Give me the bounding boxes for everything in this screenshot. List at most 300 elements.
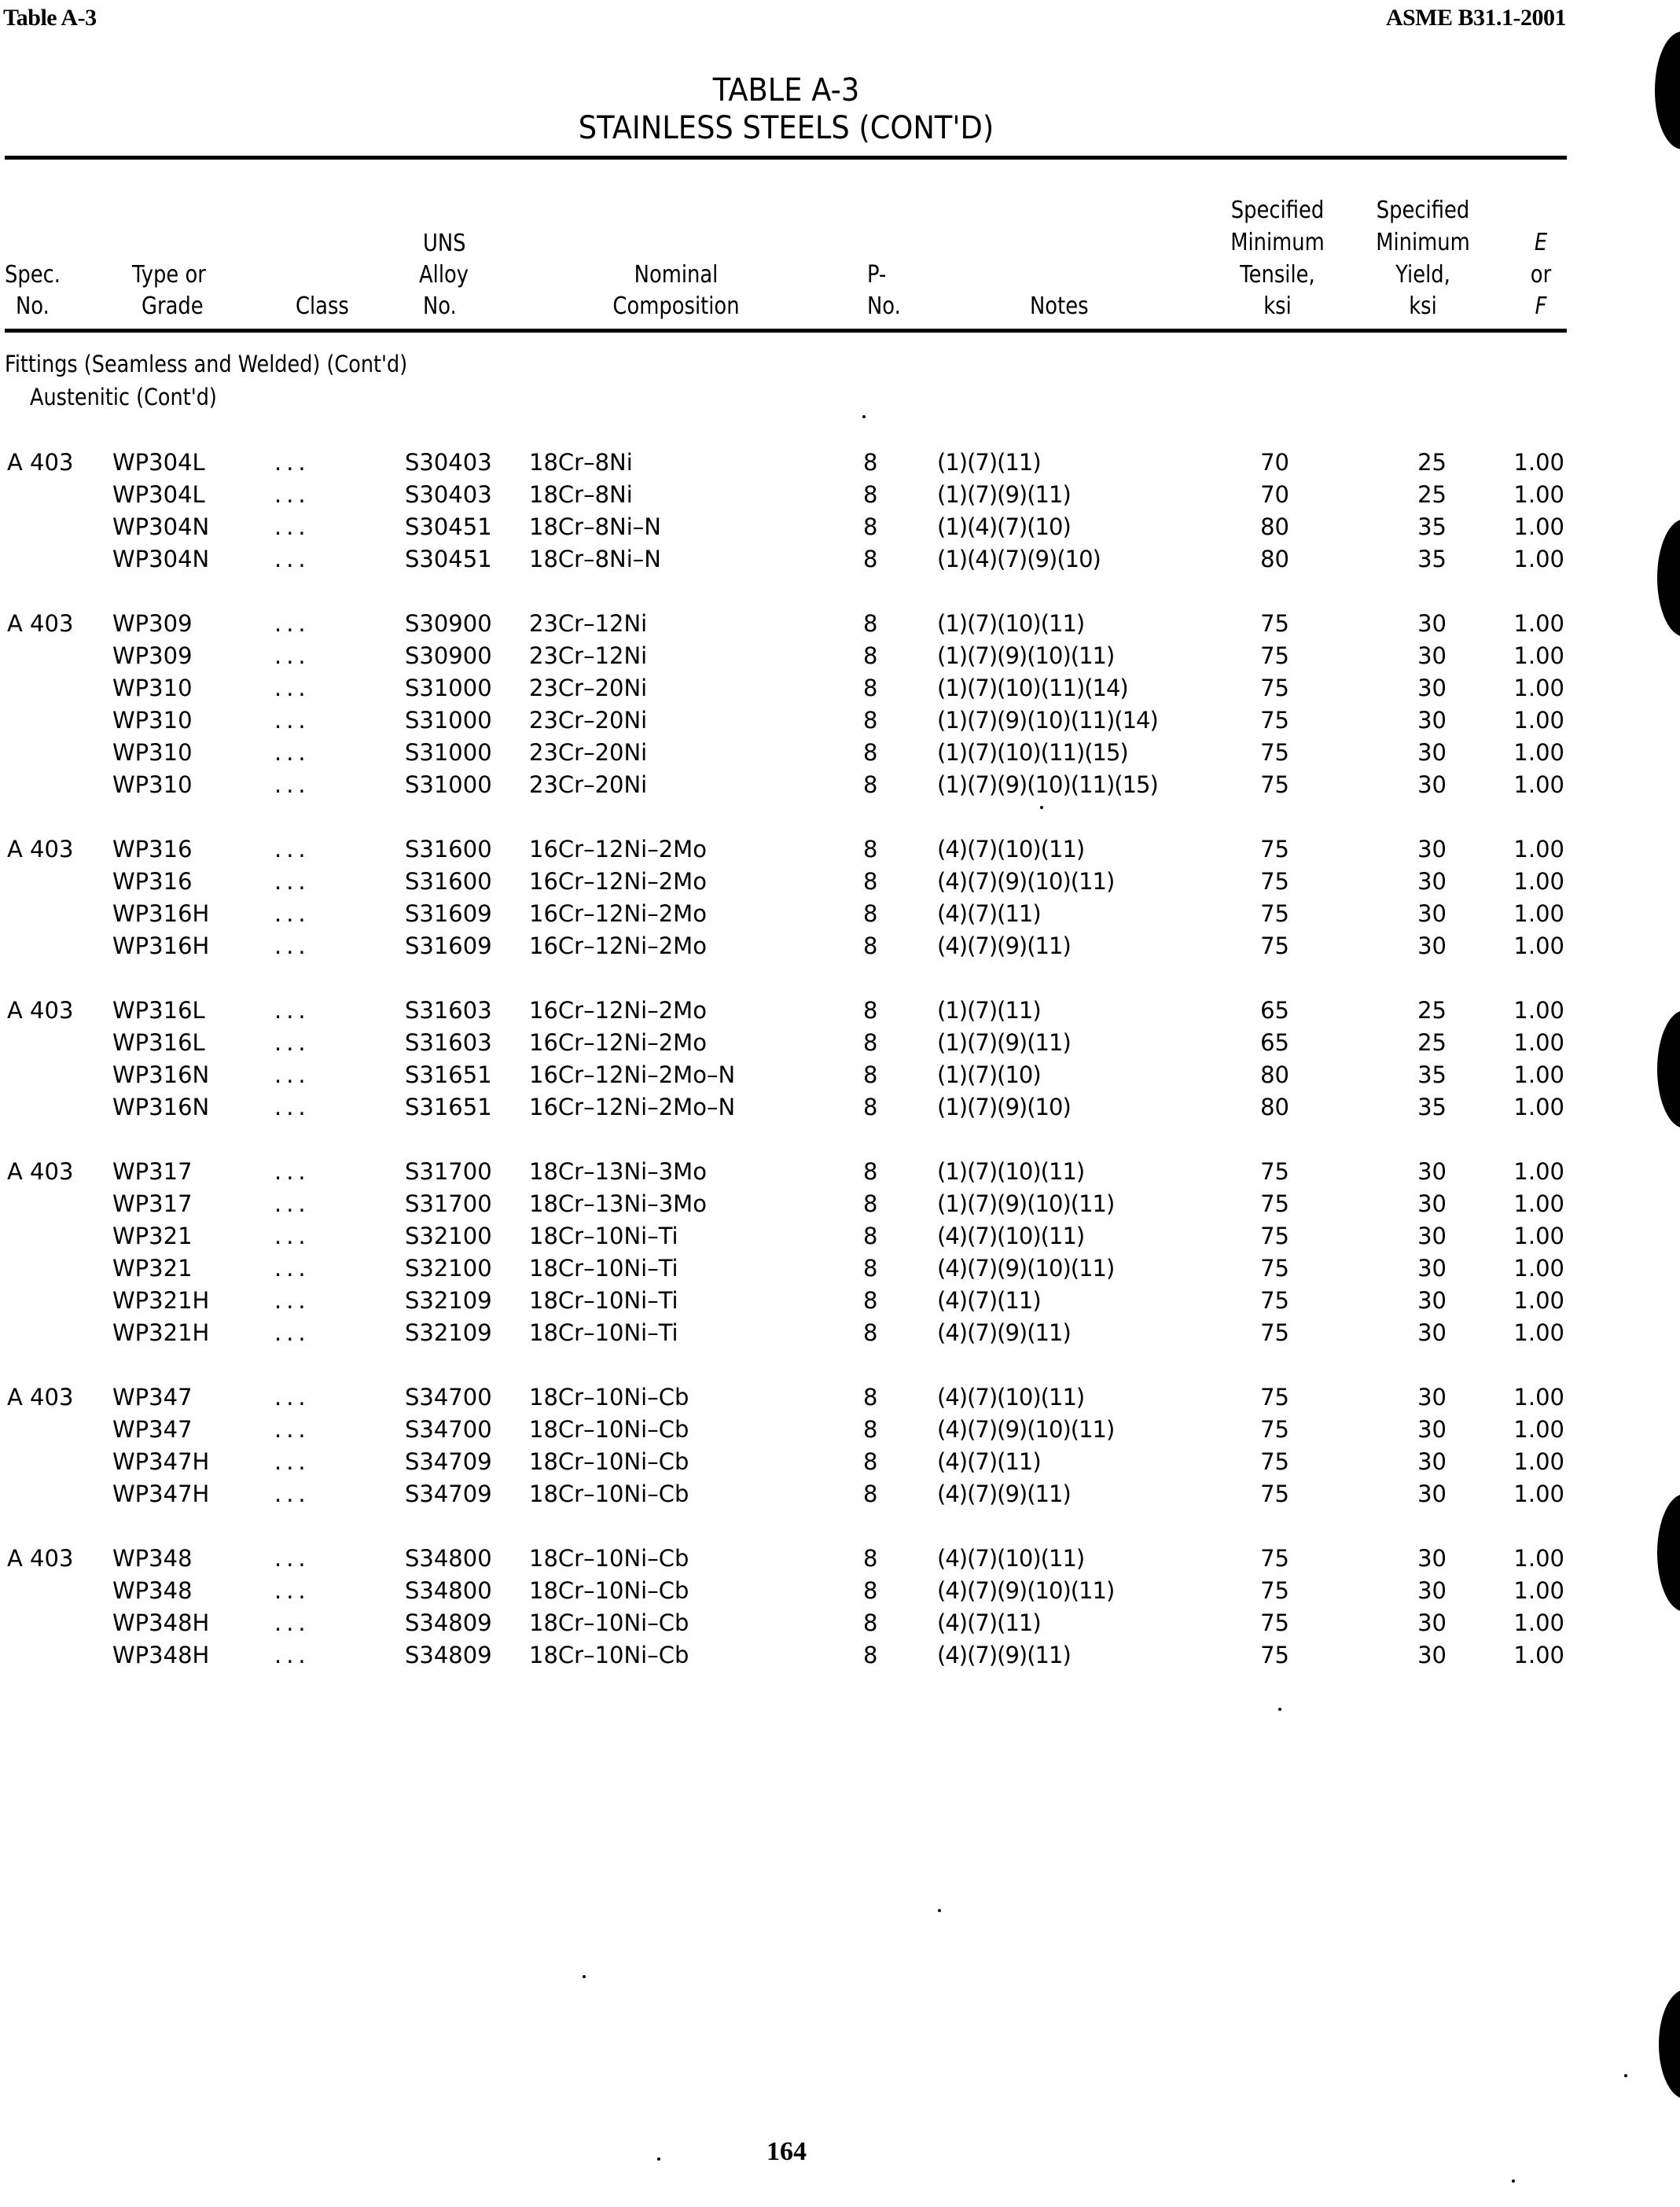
cell-composition: 16Cr–12Ni–2Mo — [529, 932, 707, 959]
cell-e-or-f: 1.00 — [1513, 481, 1564, 508]
cell-yield-ksi: 30 — [1417, 1609, 1447, 1636]
cell-p-no: 8 — [863, 1190, 878, 1217]
table-row — [0, 1091, 1680, 1124]
cell-yield-ksi: 30 — [1417, 1319, 1447, 1346]
cell-notes: (1)(7)(10) — [937, 1061, 1041, 1088]
cell-composition: 23Cr–20Ni — [529, 739, 648, 766]
cell-notes: (4)(7)(9)(10)(11) — [937, 1255, 1115, 1282]
cell-uns-no: S31600 — [405, 836, 492, 863]
table-subtitle: STAINLESS STEELS (CONT'D) — [578, 110, 994, 146]
cell-yield-ksi: 30 — [1417, 1481, 1447, 1507]
cell-notes: (4)(7)(9)(10)(11) — [937, 1577, 1115, 1604]
cell-e-or-f: 1.00 — [1513, 546, 1564, 572]
cell-spec-no: A 403 — [7, 1545, 74, 1572]
scan-speck — [938, 1909, 941, 1912]
cell-notes: (1)(7)(11) — [937, 449, 1041, 476]
cell-e-or-f: 1.00 — [1513, 610, 1564, 637]
cell-notes: (4)(7)(10)(11) — [937, 1384, 1085, 1411]
cell-yield-ksi: 30 — [1417, 932, 1447, 959]
cell-type-grade: WP348 — [112, 1545, 193, 1572]
cell-e-or-f: 1.00 — [1513, 675, 1564, 701]
header-type-line1: Type or — [132, 261, 206, 289]
cell-composition: 23Cr–20Ni — [529, 771, 648, 798]
table-row — [0, 1027, 1680, 1059]
cell-uns-no: S32109 — [405, 1319, 492, 1346]
cell-tensile-ksi: 65 — [1260, 1029, 1289, 1056]
cell-yield-ksi: 30 — [1417, 642, 1447, 669]
cell-composition: 18Cr–10Ni–Cb — [529, 1416, 689, 1443]
cell-spec-no: A 403 — [7, 836, 74, 863]
table-row — [0, 1639, 1680, 1672]
cell-notes: (1)(7)(10)(11) — [937, 1158, 1085, 1185]
cell-notes: (1)(7)(11) — [937, 997, 1041, 1024]
cell-class: ... — [274, 1190, 311, 1217]
cell-uns-no: S30451 — [405, 513, 492, 540]
cell-e-or-f: 1.00 — [1513, 1448, 1564, 1475]
cell-composition: 16Cr–12Ni–2Mo–N — [529, 1094, 736, 1120]
cell-e-or-f: 1.00 — [1513, 1319, 1564, 1346]
cell-class: ... — [274, 1384, 311, 1411]
cell-e-or-f: 1.00 — [1513, 1545, 1564, 1572]
table-row — [0, 1252, 1680, 1285]
cell-class: ... — [274, 1416, 311, 1443]
punch-hole-decoration — [1655, 31, 1680, 149]
cell-e-or-f: 1.00 — [1513, 1416, 1564, 1443]
cell-tensile-ksi: 75 — [1260, 932, 1289, 959]
cell-spec-no: A 403 — [7, 1158, 74, 1185]
cell-uns-no: S34709 — [405, 1448, 492, 1475]
top-rule — [5, 156, 1567, 160]
cell-p-no: 8 — [863, 642, 878, 669]
cell-type-grade: WP310 — [112, 707, 193, 734]
cell-tensile-ksi: 75 — [1260, 1609, 1289, 1636]
cell-e-or-f: 1.00 — [1513, 1287, 1564, 1314]
cell-yield-ksi: 25 — [1417, 449, 1447, 476]
cell-yield-ksi: 30 — [1417, 675, 1447, 701]
cell-uns-no: S31609 — [405, 900, 492, 927]
cell-type-grade: WP309 — [112, 642, 193, 669]
cell-type-grade: WP316N — [112, 1061, 210, 1088]
cell-tensile-ksi: 75 — [1260, 610, 1289, 637]
cell-yield-ksi: 30 — [1417, 1545, 1447, 1572]
header-yield-line2: Minimum — [1376, 229, 1470, 256]
cell-type-grade: WP348H — [112, 1642, 210, 1668]
cell-type-grade: WP304L — [112, 449, 205, 476]
cell-p-no: 8 — [863, 900, 878, 927]
table-row — [0, 608, 1680, 640]
cell-e-or-f: 1.00 — [1513, 1609, 1564, 1636]
cell-uns-no: S31651 — [405, 1061, 492, 1088]
cell-p-no: 8 — [863, 707, 878, 734]
table-row — [0, 543, 1680, 576]
cell-e-or-f: 1.00 — [1513, 1029, 1564, 1056]
cell-composition: 18Cr–10Ni–Ti — [529, 1255, 678, 1282]
table-row — [0, 833, 1680, 866]
cell-class: ... — [274, 1609, 311, 1636]
cell-p-no: 8 — [863, 1287, 878, 1314]
cell-notes: (1)(7)(9)(10)(11) — [937, 642, 1115, 669]
table-row — [0, 1478, 1680, 1510]
cell-uns-no: S31700 — [405, 1158, 492, 1185]
cell-type-grade: WP316N — [112, 1094, 210, 1120]
scan-speck — [1624, 2074, 1627, 2077]
cell-composition: 18Cr–13Ni–3Mo — [529, 1158, 707, 1185]
cell-class: ... — [274, 1255, 311, 1282]
cell-tensile-ksi: 80 — [1260, 513, 1289, 540]
cell-notes: (4)(7)(10)(11) — [937, 1223, 1085, 1249]
cell-class: ... — [274, 481, 311, 508]
cell-e-or-f: 1.00 — [1513, 1577, 1564, 1604]
cell-uns-no: S31603 — [405, 997, 492, 1024]
cell-tensile-ksi: 80 — [1260, 1094, 1289, 1120]
cell-tensile-ksi: 75 — [1260, 900, 1289, 927]
cell-e-or-f: 1.00 — [1513, 1255, 1564, 1282]
cell-composition: 23Cr–12Ni — [529, 642, 648, 669]
cell-notes: (4)(7)(10)(11) — [937, 836, 1085, 863]
cell-p-no: 8 — [863, 1223, 878, 1249]
cell-tensile-ksi: 75 — [1260, 739, 1289, 766]
cell-p-no: 8 — [863, 1094, 878, 1120]
cell-uns-no: S34809 — [405, 1642, 492, 1668]
cell-uns-no: S30403 — [405, 481, 492, 508]
cell-yield-ksi: 30 — [1417, 900, 1447, 927]
cell-notes: (1)(4)(7)(9)(10) — [937, 546, 1101, 572]
cell-p-no: 8 — [863, 1158, 878, 1185]
cell-composition: 18Cr–8Ni–N — [529, 513, 661, 540]
header-notes: Notes — [1030, 292, 1089, 320]
table-row — [0, 866, 1680, 898]
cell-type-grade: WP317 — [112, 1158, 193, 1185]
cell-yield-ksi: 30 — [1417, 1642, 1447, 1668]
cell-e-or-f: 1.00 — [1513, 771, 1564, 798]
table-row — [0, 672, 1680, 704]
cell-yield-ksi: 30 — [1417, 771, 1447, 798]
cell-composition: 18Cr–10Ni–Ti — [529, 1223, 678, 1249]
cell-type-grade: WP316 — [112, 868, 193, 895]
cell-notes: (4)(7)(10)(11) — [937, 1545, 1085, 1572]
cell-tensile-ksi: 75 — [1260, 1255, 1289, 1282]
cell-p-no: 8 — [863, 1029, 878, 1056]
cell-e-or-f: 1.00 — [1513, 1061, 1564, 1088]
cell-composition: 16Cr–12Ni–2Mo — [529, 997, 707, 1024]
cell-tensile-ksi: 75 — [1260, 1545, 1289, 1572]
header-pno-line2: No. — [867, 292, 901, 320]
cell-type-grade: WP304N — [112, 513, 210, 540]
table-row — [0, 1414, 1680, 1446]
table-row — [0, 737, 1680, 769]
cell-tensile-ksi: 75 — [1260, 642, 1289, 669]
cell-composition: 18Cr–10Ni–Cb — [529, 1448, 689, 1475]
cell-uns-no: S32100 — [405, 1223, 492, 1249]
cell-notes: (4)(7)(11) — [937, 1448, 1041, 1475]
cell-class: ... — [274, 1642, 311, 1668]
cell-e-or-f: 1.00 — [1513, 900, 1564, 927]
cell-p-no: 8 — [863, 997, 878, 1024]
cell-notes: (1)(7)(9)(11) — [937, 1029, 1071, 1056]
cell-composition: 23Cr–20Ni — [529, 675, 648, 701]
cell-yield-ksi: 30 — [1417, 1190, 1447, 1217]
header-rule — [5, 329, 1567, 333]
running-header-left: Table A-3 — [3, 5, 97, 31]
cell-e-or-f: 1.00 — [1513, 997, 1564, 1024]
cell-yield-ksi: 30 — [1417, 707, 1447, 734]
cell-uns-no: S31603 — [405, 1029, 492, 1056]
cell-tensile-ksi: 75 — [1260, 1448, 1289, 1475]
cell-composition: 18Cr–13Ni–3Mo — [529, 1190, 707, 1217]
cell-tensile-ksi: 75 — [1260, 1319, 1289, 1346]
cell-class: ... — [274, 1319, 311, 1346]
cell-type-grade: WP316H — [112, 900, 210, 927]
cell-composition: 18Cr–10Ni–Cb — [529, 1609, 689, 1636]
cell-e-or-f: 1.00 — [1513, 642, 1564, 669]
cell-yield-ksi: 25 — [1417, 1029, 1447, 1056]
cell-class: ... — [274, 1545, 311, 1572]
scan-speck — [1278, 1708, 1281, 1711]
cell-composition: 16Cr–12Ni–2Mo — [529, 900, 707, 927]
header-ef-line1: E — [1534, 229, 1548, 256]
cell-yield-ksi: 30 — [1417, 1158, 1447, 1185]
cell-uns-no: S30900 — [405, 610, 492, 637]
cell-class: ... — [274, 1481, 311, 1507]
cell-tensile-ksi: 80 — [1260, 546, 1289, 572]
cell-p-no: 8 — [863, 1609, 878, 1636]
header-tensile-line4: ksi — [1263, 292, 1292, 320]
header-ef-line3: F — [1535, 292, 1547, 320]
cell-uns-no: S31000 — [405, 739, 492, 766]
header-class: Class — [296, 292, 349, 320]
section-heading: Fittings (Seamless and Welded) (Cont'd) — [5, 351, 408, 377]
cell-class: ... — [274, 707, 311, 734]
header-ef-line2: or — [1530, 261, 1552, 289]
cell-type-grade: WP316L — [112, 997, 205, 1024]
cell-uns-no: S34709 — [405, 1481, 492, 1507]
cell-e-or-f: 1.00 — [1513, 1190, 1564, 1217]
cell-yield-ksi: 30 — [1417, 610, 1447, 637]
cell-notes: (1)(7)(10)(11)(14) — [937, 675, 1128, 701]
cell-spec-no: A 403 — [7, 610, 74, 637]
cell-class: ... — [274, 868, 311, 895]
cell-notes: (1)(7)(9)(10)(11)(15) — [937, 771, 1158, 798]
cell-p-no: 8 — [863, 1448, 878, 1475]
cell-p-no: 8 — [863, 513, 878, 540]
cell-notes: (4)(7)(11) — [937, 1609, 1041, 1636]
cell-class: ... — [274, 642, 311, 669]
cell-spec-no: A 403 — [7, 1384, 74, 1411]
table-row — [0, 1188, 1680, 1220]
cell-composition: 18Cr–10Ni–Cb — [529, 1384, 689, 1411]
cell-yield-ksi: 30 — [1417, 1384, 1447, 1411]
cell-class: ... — [274, 1029, 311, 1056]
cell-yield-ksi: 30 — [1417, 1223, 1447, 1249]
cell-composition: 18Cr–8Ni — [529, 481, 633, 508]
cell-yield-ksi: 30 — [1417, 1255, 1447, 1282]
cell-tensile-ksi: 70 — [1260, 449, 1289, 476]
scan-speck — [657, 2157, 660, 2161]
cell-notes: (4)(7)(9)(11) — [937, 1481, 1071, 1507]
cell-e-or-f: 1.00 — [1513, 1642, 1564, 1668]
cell-class: ... — [274, 771, 311, 798]
table-row — [0, 1317, 1680, 1349]
cell-class: ... — [274, 932, 311, 959]
cell-tensile-ksi: 75 — [1260, 675, 1289, 701]
cell-yield-ksi: 30 — [1417, 1287, 1447, 1314]
cell-type-grade: WP347 — [112, 1384, 193, 1411]
cell-class: ... — [274, 513, 311, 540]
cell-e-or-f: 1.00 — [1513, 932, 1564, 959]
cell-composition: 16Cr–12Ni–2Mo — [529, 1029, 707, 1056]
cell-class: ... — [274, 1223, 311, 1249]
cell-uns-no: S34800 — [405, 1545, 492, 1572]
cell-tensile-ksi: 75 — [1260, 1190, 1289, 1217]
table-row — [0, 1446, 1680, 1478]
cell-type-grade: WP309 — [112, 610, 193, 637]
cell-tensile-ksi: 75 — [1260, 1384, 1289, 1411]
scan-speck — [1040, 806, 1043, 809]
cell-uns-no: S34800 — [405, 1577, 492, 1604]
cell-yield-ksi: 35 — [1417, 1094, 1447, 1120]
header-spec-line2: No. — [16, 292, 50, 320]
cell-notes: (1)(7)(9)(10)(11) — [937, 1190, 1115, 1217]
cell-type-grade: WP321 — [112, 1255, 193, 1282]
header-tensile-line1: Specified — [1230, 197, 1325, 224]
cell-class: ... — [274, 836, 311, 863]
cell-uns-no: S30451 — [405, 546, 492, 572]
cell-p-no: 8 — [863, 836, 878, 863]
header-uns-line1: UNS — [423, 230, 466, 257]
cell-yield-ksi: 30 — [1417, 1416, 1447, 1443]
cell-composition: 16Cr–12Ni–2Mo — [529, 868, 707, 895]
cell-composition: 18Cr–10Ni–Ti — [529, 1319, 678, 1346]
cell-tensile-ksi: 65 — [1260, 997, 1289, 1024]
header-composition-line2: Composition — [612, 292, 740, 320]
cell-notes: (4)(7)(9)(11) — [937, 1319, 1071, 1346]
cell-e-or-f: 1.00 — [1513, 739, 1564, 766]
cell-type-grade: WP310 — [112, 675, 193, 701]
cell-class: ... — [274, 610, 311, 637]
cell-class: ... — [274, 900, 311, 927]
header-tensile-line3: Tensile, — [1240, 261, 1315, 289]
cell-e-or-f: 1.00 — [1513, 1481, 1564, 1507]
table-row — [0, 1156, 1680, 1188]
cell-e-or-f: 1.00 — [1513, 1094, 1564, 1120]
cell-uns-no: S31000 — [405, 771, 492, 798]
cell-composition: 18Cr–10Ni–Cb — [529, 1642, 689, 1668]
cell-p-no: 8 — [863, 1577, 878, 1604]
cell-type-grade: WP321 — [112, 1223, 193, 1249]
cell-e-or-f: 1.00 — [1513, 1223, 1564, 1249]
cell-uns-no: S34809 — [405, 1609, 492, 1636]
page-number: 164 — [766, 2137, 807, 2166]
cell-p-no: 8 — [863, 1416, 878, 1443]
cell-p-no: 8 — [863, 675, 878, 701]
cell-type-grade: WP321H — [112, 1287, 210, 1314]
cell-p-no: 8 — [863, 610, 878, 637]
cell-yield-ksi: 35 — [1417, 513, 1447, 540]
cell-composition: 18Cr–8Ni–N — [529, 546, 661, 572]
cell-type-grade: WP348 — [112, 1577, 193, 1604]
cell-uns-no: S34700 — [405, 1416, 492, 1443]
cell-class: ... — [274, 1287, 311, 1314]
table-row — [0, 1220, 1680, 1252]
cell-uns-no: S32109 — [405, 1287, 492, 1314]
table-row — [0, 930, 1680, 962]
cell-composition: 16Cr–12Ni–2Mo–N — [529, 1061, 736, 1088]
cell-e-or-f: 1.00 — [1513, 707, 1564, 734]
cell-yield-ksi: 30 — [1417, 739, 1447, 766]
cell-notes: (1)(7)(9)(10) — [937, 1094, 1071, 1120]
punch-hole-decoration — [1659, 1989, 1680, 2099]
cell-yield-ksi: 30 — [1417, 868, 1447, 895]
cell-class: ... — [274, 546, 311, 572]
cell-uns-no: S31651 — [405, 1094, 492, 1120]
cell-composition: 18Cr–10Ni–Cb — [529, 1577, 689, 1604]
cell-spec-no: A 403 — [7, 997, 74, 1024]
cell-p-no: 8 — [863, 739, 878, 766]
cell-class: ... — [274, 449, 311, 476]
cell-notes: (4)(7)(9)(11) — [937, 1642, 1071, 1668]
cell-yield-ksi: 25 — [1417, 481, 1447, 508]
cell-uns-no: S30403 — [405, 449, 492, 476]
header-yield-line3: Yield, — [1395, 261, 1450, 289]
table-row — [0, 1543, 1680, 1575]
cell-type-grade: WP310 — [112, 739, 193, 766]
cell-p-no: 8 — [863, 481, 878, 508]
table-row — [0, 995, 1680, 1027]
cell-yield-ksi: 30 — [1417, 1448, 1447, 1475]
cell-notes: (1)(7)(9)(10)(11)(14) — [937, 707, 1158, 734]
table-row — [0, 447, 1680, 479]
cell-notes: (1)(7)(10)(11) — [937, 610, 1085, 637]
cell-type-grade: WP316H — [112, 932, 210, 959]
cell-yield-ksi: 35 — [1417, 1061, 1447, 1088]
cell-type-grade: WP347 — [112, 1416, 193, 1443]
table-row — [0, 898, 1680, 930]
cell-type-grade: WP304L — [112, 481, 205, 508]
cell-uns-no: S31000 — [405, 707, 492, 734]
cell-p-no: 8 — [863, 1545, 878, 1572]
cell-notes: (1)(7)(10)(11)(15) — [937, 739, 1128, 766]
header-composition-line1: Nominal — [634, 261, 719, 289]
cell-type-grade: WP348H — [112, 1609, 210, 1636]
header-type-line2: Grade — [142, 292, 204, 320]
cell-yield-ksi: 35 — [1417, 546, 1447, 572]
cell-type-grade: WP304N — [112, 546, 210, 572]
cell-type-grade: WP316 — [112, 836, 193, 863]
cell-class: ... — [274, 997, 311, 1024]
cell-tensile-ksi: 75 — [1260, 868, 1289, 895]
cell-e-or-f: 1.00 — [1513, 1158, 1564, 1185]
cell-type-grade: WP321H — [112, 1319, 210, 1346]
cell-e-or-f: 1.00 — [1513, 836, 1564, 863]
cell-tensile-ksi: 80 — [1260, 1061, 1289, 1088]
cell-tensile-ksi: 75 — [1260, 771, 1289, 798]
cell-p-no: 8 — [863, 1642, 878, 1668]
scan-speck — [1512, 2179, 1515, 2183]
cell-uns-no: S30900 — [405, 642, 492, 669]
cell-notes: (4)(7)(11) — [937, 1287, 1041, 1314]
cell-composition: 18Cr–10Ni–Cb — [529, 1545, 689, 1572]
cell-type-grade: WP317 — [112, 1190, 193, 1217]
cell-p-no: 8 — [863, 1481, 878, 1507]
table-row — [0, 479, 1680, 511]
cell-notes: (4)(7)(9)(11) — [937, 932, 1071, 959]
cell-p-no: 8 — [863, 449, 878, 476]
cell-composition: 18Cr–8Ni — [529, 449, 633, 476]
cell-composition: 23Cr–20Ni — [529, 707, 648, 734]
cell-composition: 16Cr–12Ni–2Mo — [529, 836, 707, 863]
cell-yield-ksi: 25 — [1417, 997, 1447, 1024]
cell-yield-ksi: 30 — [1417, 836, 1447, 863]
